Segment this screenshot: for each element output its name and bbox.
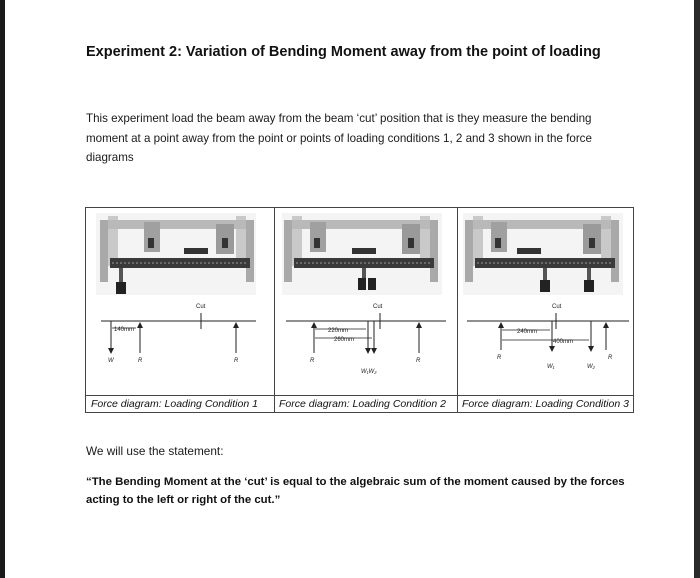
caption-condition-1: Force diagram: Loading Condition 1	[91, 398, 258, 410]
force-diagram-2	[286, 313, 446, 354]
page-edge-left	[0, 0, 5, 578]
loading-condition-3-panel	[457, 208, 635, 398]
dimension-label: 240mm	[517, 329, 538, 335]
intro-paragraph: This experiment load the beam away from the beam ‘cut’ position that is they measure the bending moment at a point away from the point or points of loading conditions 1, 2 and 3 shown in the force diagrams	[86, 112, 592, 164]
caption-condition-3: Force diagram: Loading Condition 3	[462, 398, 629, 410]
force-label-w1w2: W₁W₂	[361, 369, 377, 375]
loading-condition-2-panel	[274, 208, 457, 398]
dimension-label: 260mm	[334, 337, 355, 343]
force-label-r-left: R	[497, 355, 502, 361]
dimension-label: 220mm	[328, 328, 349, 334]
apparatus-photo	[96, 213, 256, 295]
bending-moment-statement: “The Bending Moment at the ‘cut’ is equal to the algebraic sum of the moment caused by the forces acting to the left or right of the cut.”	[86, 476, 625, 506]
caption-row	[86, 395, 633, 412]
cut-label: Cut	[373, 304, 383, 310]
loading-condition-3-diagram	[457, 208, 635, 398]
force-label-w1: W₁	[547, 364, 555, 370]
loading-condition-1-panel	[86, 208, 274, 398]
panel-divider	[457, 208, 458, 412]
cut-label: Cut	[552, 304, 562, 310]
force-label-r-right: R	[608, 355, 613, 361]
cut-label: Cut	[196, 304, 206, 310]
caption-condition-2: Force diagram: Loading Condition 2	[279, 398, 446, 410]
force-diagram-1	[101, 313, 256, 354]
force-label-r-left: R	[310, 358, 315, 364]
statement-intro: We will use the statement:	[86, 444, 224, 458]
force-label-r-right: R	[234, 358, 239, 364]
apparatus-photo	[282, 213, 442, 295]
force-label-r-right: R	[416, 358, 421, 364]
dimension-label: 400mm	[553, 339, 574, 345]
force-diagram-figure	[85, 207, 634, 413]
loading-condition-1-diagram	[86, 208, 274, 398]
force-label-r-left: R	[138, 358, 143, 364]
force-label-w2: W₂	[587, 364, 595, 370]
experiment-heading: Experiment 2: Variation of Bending Moment away from the point of loading	[86, 44, 601, 60]
panel-divider	[274, 208, 275, 412]
force-diagram-3	[467, 313, 629, 352]
apparatus-photo	[463, 213, 623, 295]
page-edge-right	[694, 0, 700, 578]
loading-condition-2-diagram	[274, 208, 457, 398]
dimension-label: 140mm	[114, 327, 135, 333]
force-label-w: W	[108, 358, 114, 364]
